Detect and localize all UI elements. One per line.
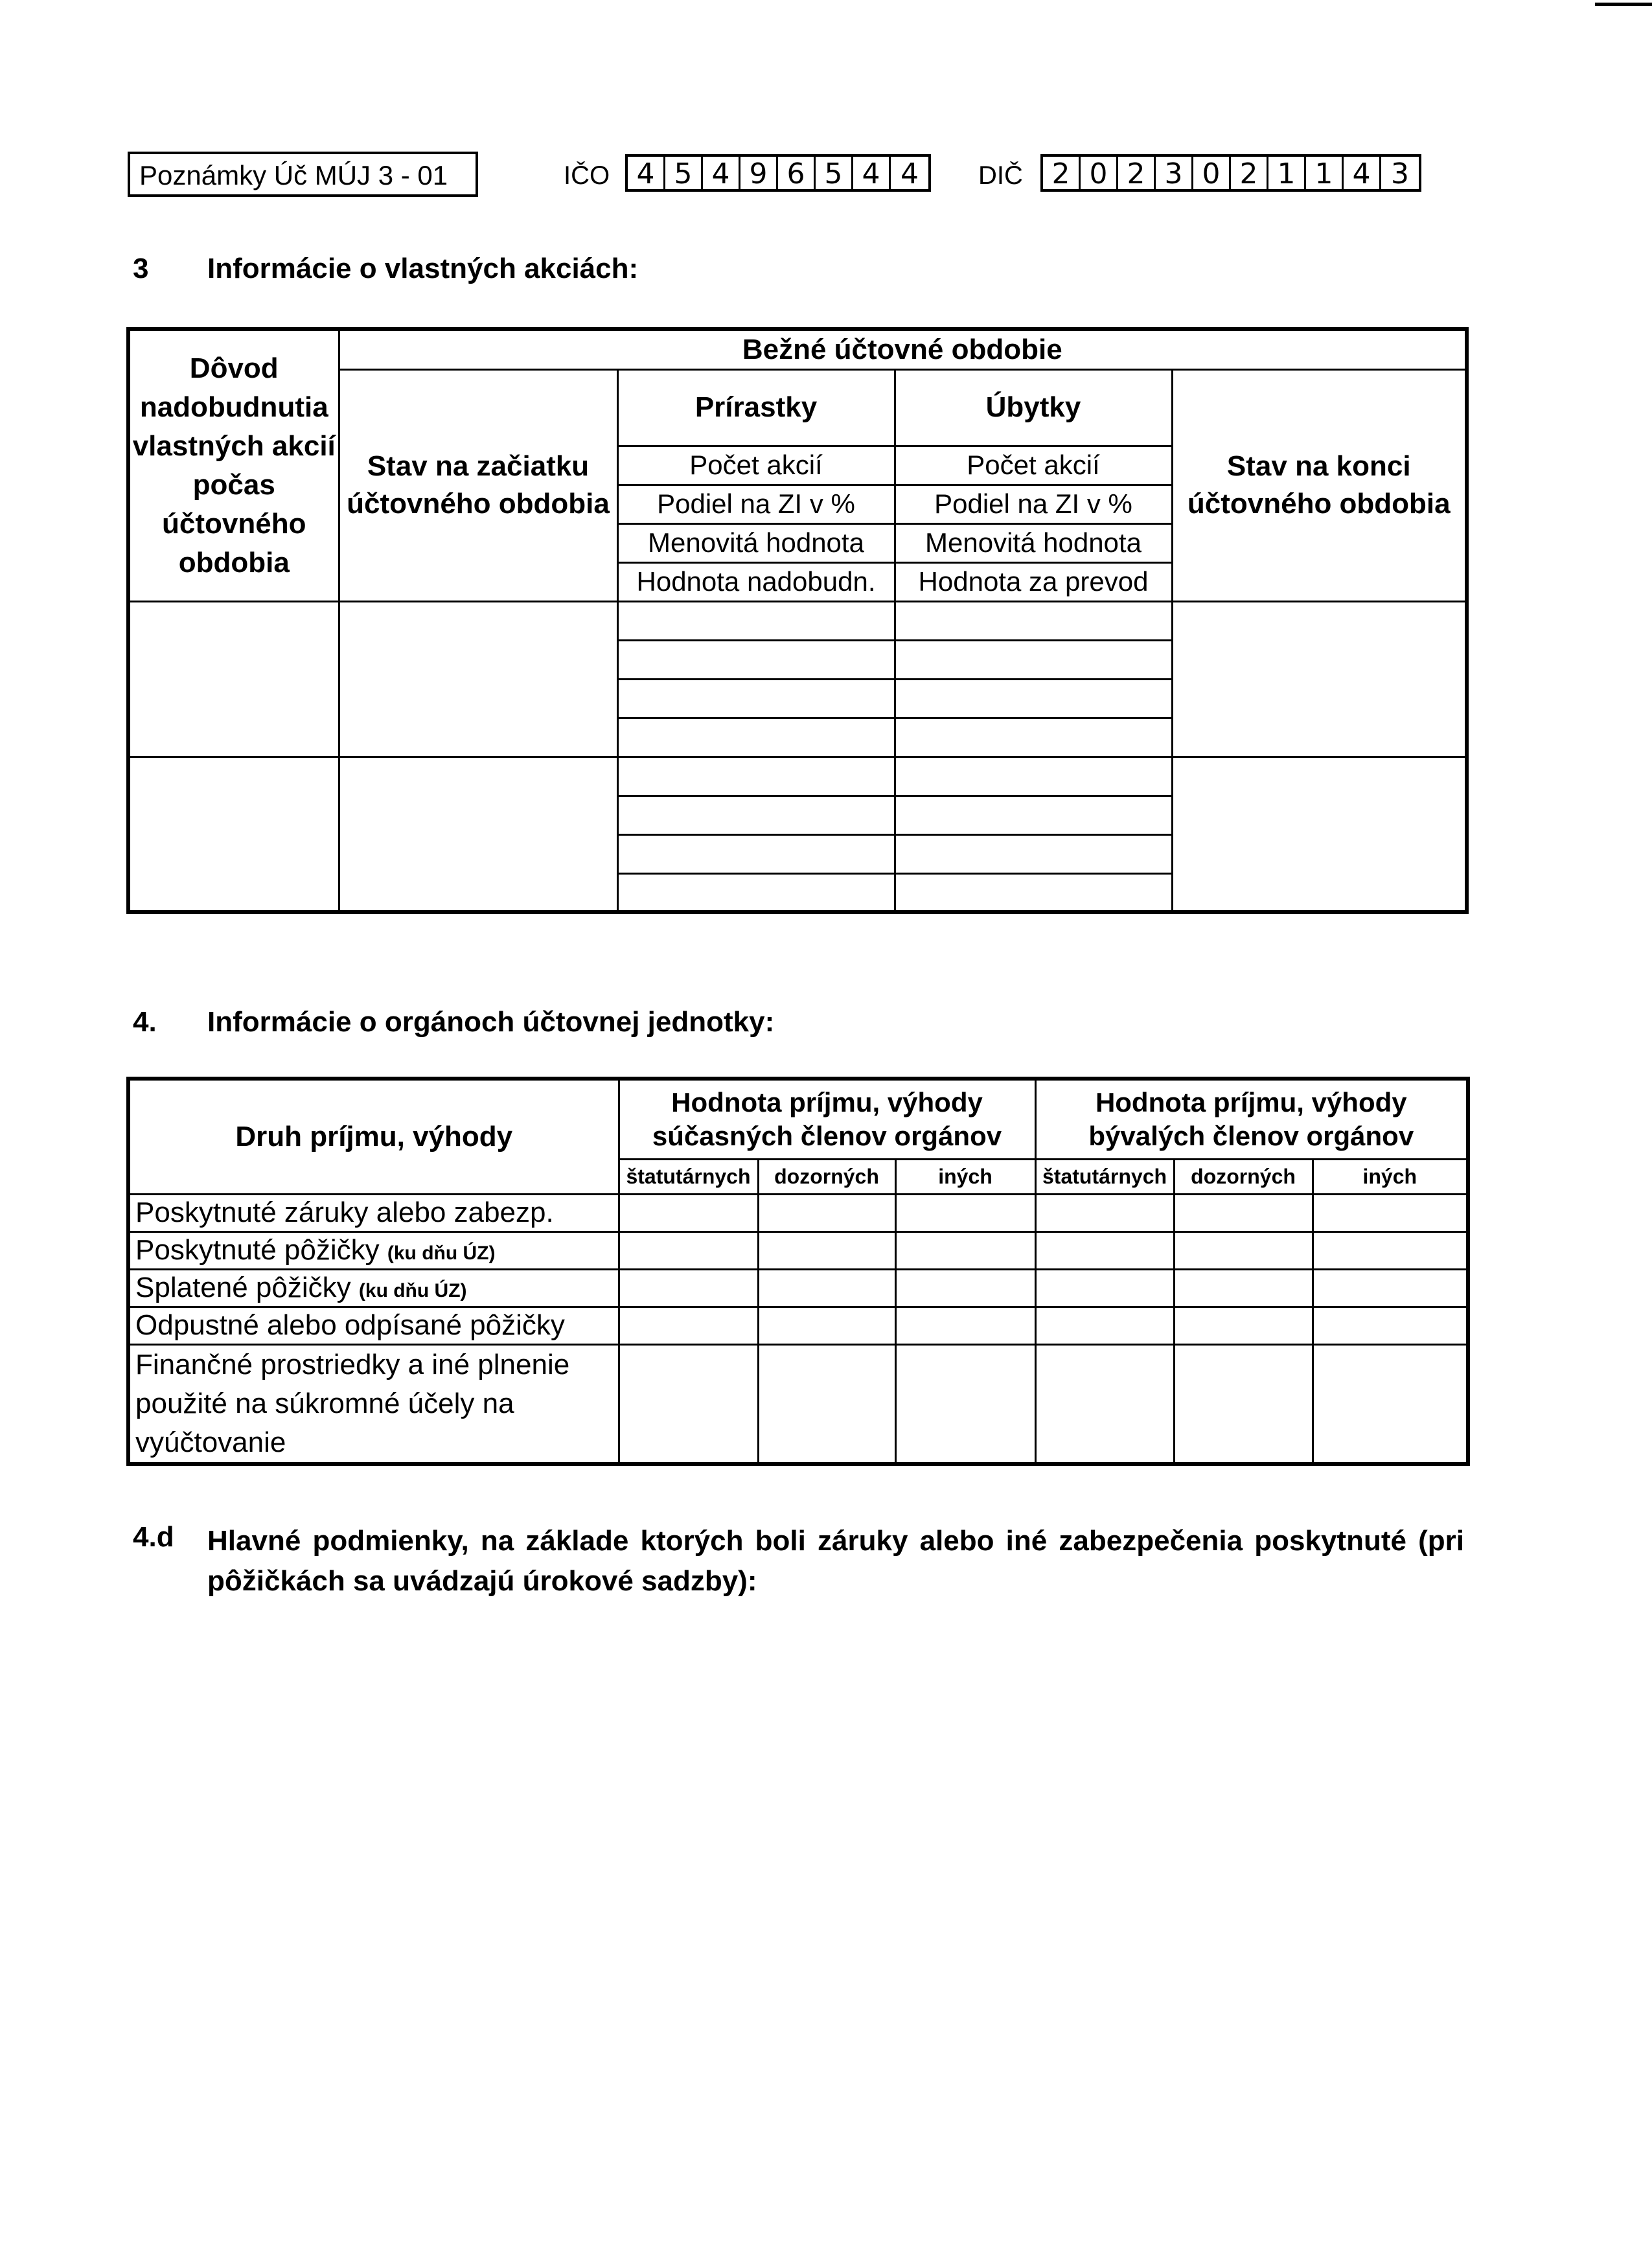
form-label-box [128, 152, 478, 197]
dic-digit: 3 [1156, 157, 1193, 189]
row-label-text: Poskytnuté pôžičky [135, 1234, 380, 1266]
data-cell[interactable] [1035, 1194, 1174, 1231]
data-cell[interactable] [617, 679, 895, 718]
section3-number: 3 [133, 253, 149, 284]
data-cell[interactable] [619, 1231, 758, 1269]
section3-title: Informácie o vlastných akciách: [207, 253, 639, 284]
data-cell[interactable] [619, 1344, 758, 1464]
data-cell[interactable] [895, 834, 1172, 873]
increase-count: Počet akcií [617, 446, 895, 485]
data-cell[interactable] [1174, 1269, 1313, 1307]
sub-col-statutory-former: štatutárnych [1035, 1159, 1174, 1194]
ico-digit: 4 [703, 157, 740, 189]
dic-label: DIČ [978, 161, 1023, 190]
sub-col-supervisory-former: dozorných [1174, 1159, 1313, 1194]
sub-col-other: iných [895, 1159, 1035, 1194]
data-cell[interactable] [617, 796, 895, 834]
section4-title: Informácie o orgánoch účtovnej jednotky: [207, 1006, 775, 1038]
sub-col-statutory: štatutárnych [619, 1159, 758, 1194]
scan-mark [1595, 3, 1652, 6]
data-cell[interactable] [1035, 1231, 1174, 1269]
row-label [128, 1344, 619, 1464]
col-increase: Prírastky [617, 369, 895, 446]
col-former: Hodnota príjmu, výhody bývalých členov orgánov [1035, 1079, 1468, 1159]
ico-label: IČO [564, 161, 610, 190]
dic-digit: 2 [1231, 157, 1268, 189]
data-cell[interactable] [1174, 1307, 1313, 1344]
decrease-nominal: Menovitá hodnota [895, 523, 1172, 562]
row-note: (ku dňu ÚZ) [358, 1280, 467, 1301]
own-shares-table [126, 327, 1469, 914]
col-period: Bežné účtovné obdobie [339, 329, 1467, 369]
dic-digit: 3 [1391, 157, 1409, 190]
section4d-title: Hlavné podmienky, na základe ktorých boli záruky alebo iné zabezpečenia poskytnuté (pri pôžičkách sa uvádzajú úrokové sadzby): [207, 1525, 1464, 1597]
ico-digits [625, 154, 931, 192]
data-cell[interactable] [758, 1269, 895, 1307]
dic-digit: 2 [1043, 157, 1081, 189]
data-cell[interactable] [1313, 1231, 1468, 1269]
data-cell[interactable] [617, 757, 895, 796]
data-cell[interactable] [619, 1307, 758, 1344]
data-cell[interactable] [1174, 1344, 1313, 1464]
ico-digit: 6 [778, 157, 816, 189]
data-cell[interactable] [128, 757, 339, 912]
increase-value: Hodnota nadobudn. [617, 562, 895, 601]
data-cell[interactable] [758, 1231, 895, 1269]
data-cell[interactable] [617, 601, 895, 640]
col-start: Stav na začiatku účtovného obdobia [339, 369, 617, 601]
data-cell[interactable] [128, 601, 339, 757]
data-cell[interactable] [1313, 1269, 1468, 1307]
data-cell[interactable] [895, 601, 1172, 640]
col-decrease: Úbytky [895, 369, 1172, 446]
decrease-value: Hodnota za prevod [895, 562, 1172, 601]
col-end: Stav na konci účtovného obdobia [1172, 369, 1467, 601]
data-cell[interactable] [1313, 1307, 1468, 1344]
section4-number: 4. [133, 1006, 157, 1038]
increase-share: Podiel na ZI v % [617, 485, 895, 523]
row-label [128, 1307, 619, 1344]
data-cell[interactable] [758, 1194, 895, 1231]
data-cell[interactable] [895, 796, 1172, 834]
ico-digit: 5 [816, 157, 853, 189]
row-label-text: Odpustné alebo odpísané pôžičky [135, 1309, 565, 1341]
data-cell[interactable] [758, 1344, 895, 1464]
col-reason: Dôvod nadobudnutia vlastných akcií počas účtovného obdobia [128, 329, 339, 601]
row-label [128, 1194, 619, 1231]
data-cell[interactable] [895, 873, 1172, 912]
data-cell[interactable] [758, 1307, 895, 1344]
ico-digit: 4 [853, 157, 891, 189]
sub-col-supervisory: dozorných [758, 1159, 895, 1194]
data-cell[interactable] [895, 1307, 1035, 1344]
data-cell[interactable] [895, 679, 1172, 718]
dic-digit: 4 [1344, 157, 1381, 189]
data-cell[interactable] [895, 1269, 1035, 1307]
dic-digit: 2 [1118, 157, 1156, 189]
row-note: (ku dňu ÚZ) [387, 1243, 496, 1264]
data-cell[interactable] [617, 718, 895, 757]
data-cell[interactable] [617, 873, 895, 912]
data-cell[interactable] [1035, 1269, 1174, 1307]
data-cell[interactable] [895, 1344, 1035, 1464]
sub-col-other-former: iných [1313, 1159, 1468, 1194]
data-cell[interactable] [895, 718, 1172, 757]
bodies-table [126, 1077, 1470, 1466]
data-cell[interactable] [617, 834, 895, 873]
data-cell[interactable] [1035, 1307, 1174, 1344]
data-cell[interactable] [1035, 1344, 1174, 1464]
ico-digit: 4 [628, 157, 665, 189]
data-cell[interactable] [1172, 757, 1467, 912]
row-label-text: Poskytnuté záruky alebo zabezp. [135, 1197, 554, 1228]
row-label [128, 1231, 619, 1269]
col-current: Hodnota príjmu, výhody súčasných členov orgánov [619, 1079, 1035, 1159]
section4d-number: 4.d [133, 1521, 174, 1553]
ico-digit: 5 [665, 157, 703, 189]
data-cell[interactable] [1172, 601, 1467, 757]
row-label [128, 1269, 619, 1307]
col-kind: Druh príjmu, výhody [128, 1079, 619, 1194]
dic-digit: 1 [1306, 157, 1344, 189]
dic-digit: 0 [1081, 157, 1118, 189]
row-label-text: Splatené pôžičky [135, 1272, 351, 1303]
data-cell[interactable] [619, 1194, 758, 1231]
decrease-count: Počet akcií [895, 446, 1172, 485]
data-cell[interactable] [339, 601, 617, 757]
dic-digit: 0 [1193, 157, 1231, 189]
data-cell[interactable] [339, 757, 617, 912]
data-cell[interactable] [1313, 1194, 1468, 1231]
data-cell[interactable] [895, 1231, 1035, 1269]
data-cell[interactable] [895, 757, 1172, 796]
data-cell[interactable] [895, 1194, 1035, 1231]
data-cell[interactable] [895, 640, 1172, 679]
ico-digit: 4 [901, 157, 919, 190]
dic-digit: 1 [1268, 157, 1306, 189]
data-cell[interactable] [1313, 1344, 1468, 1464]
data-cell[interactable] [619, 1269, 758, 1307]
data-cell[interactable] [1174, 1231, 1313, 1269]
row-label-text: Finančné prostriedky a iné plnenie použité na súkromné účely na vyúčtovanie [135, 1348, 570, 1458]
data-cell[interactable] [617, 640, 895, 679]
dic-digits [1040, 154, 1421, 192]
data-cell[interactable] [1174, 1194, 1313, 1231]
decrease-share: Podiel na ZI v % [895, 485, 1172, 523]
increase-nominal: Menovitá hodnota [617, 523, 895, 562]
ico-digit: 9 [740, 157, 778, 189]
form-label: Poznámky Úč MÚJ 3 - 01 [139, 160, 448, 190]
